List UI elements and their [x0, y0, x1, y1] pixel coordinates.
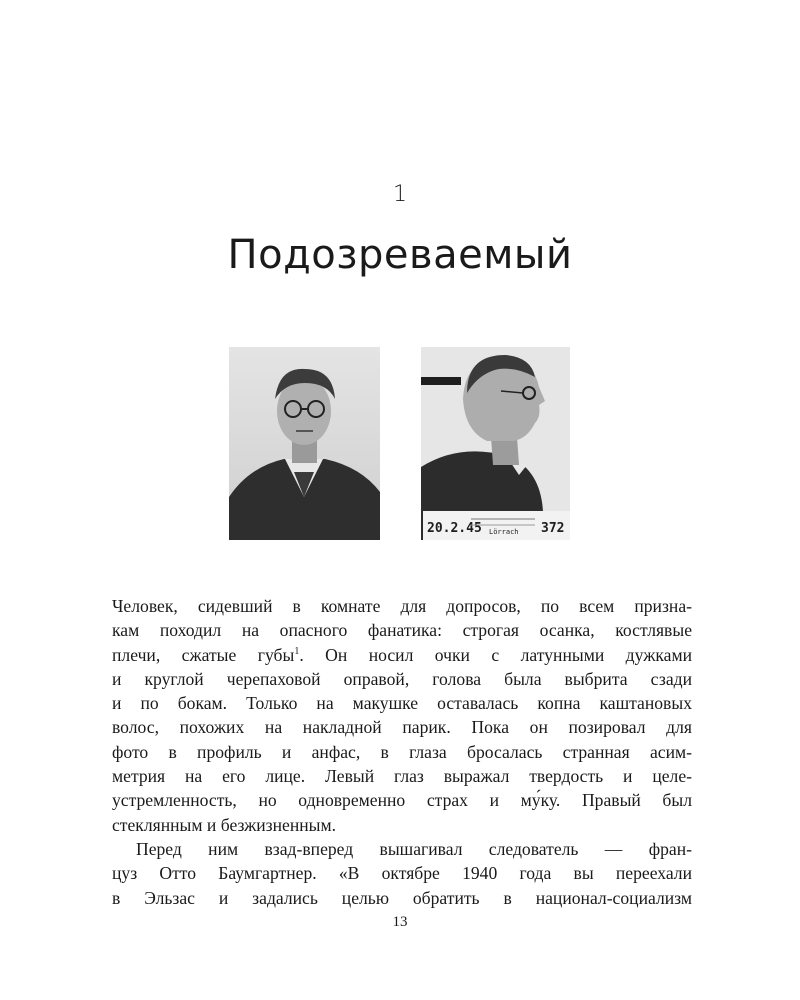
profile-tag-place: Lörrach: [489, 528, 519, 536]
mugshot-front-photo: [229, 347, 380, 540]
text-line: Перед ним взад-вперед вышагивал следователь — фран-: [136, 838, 692, 859]
text-line: устремленность, но одновременно страх и му́ку. Правый был: [112, 790, 692, 811]
text-line: цуз Отто Баумгартнер. «В октябре 1940 года вы переехали: [112, 863, 692, 884]
text-line: и по бокам. Только на макушке оставалась копна каштановых: [112, 693, 692, 714]
mugshot-profile-photo: [421, 347, 570, 540]
text-line: кам походил на опасного фанатика: строгая осанка, костлявые: [112, 620, 692, 641]
text-line: Человек, сидевший в комнате для допросов, по всем призна-: [112, 596, 692, 616]
profile-tag-date: 20.2.45: [427, 521, 482, 536]
text-line: и круглой черепаховой оправой, голова была выбрита сзади: [112, 668, 692, 689]
text-fragment: . Он носил очки с латунными дужками: [299, 644, 692, 665]
text-line: фото в профиль и анфас, в глаза бросалась странная асим-: [112, 741, 692, 762]
chapter-title: Подозреваемый: [227, 232, 573, 278]
page-number: 13: [392, 914, 408, 930]
body-text: [112, 594, 692, 910]
text-line: волос, похожих на накладной парик. Пока он позировал для: [112, 717, 692, 738]
text-line: метрия на его лице. Левый глаз выражал твердость и целе-: [112, 766, 692, 787]
footnote-ref[interactable]: 1: [294, 645, 300, 657]
text-fragment: плечи, сжатые губы: [112, 644, 295, 665]
paragraph-2: [112, 837, 692, 910]
paragraph-1: [112, 594, 692, 837]
text-line-with-footnote: [112, 643, 692, 667]
profile-tag-number: 372: [541, 521, 565, 536]
text-line: в Эльзас и задались целью обратить в национал-социализм: [112, 887, 692, 908]
text-line: стеклянным и безжизненным.: [112, 814, 337, 835]
chapter-number: 1: [393, 182, 407, 207]
